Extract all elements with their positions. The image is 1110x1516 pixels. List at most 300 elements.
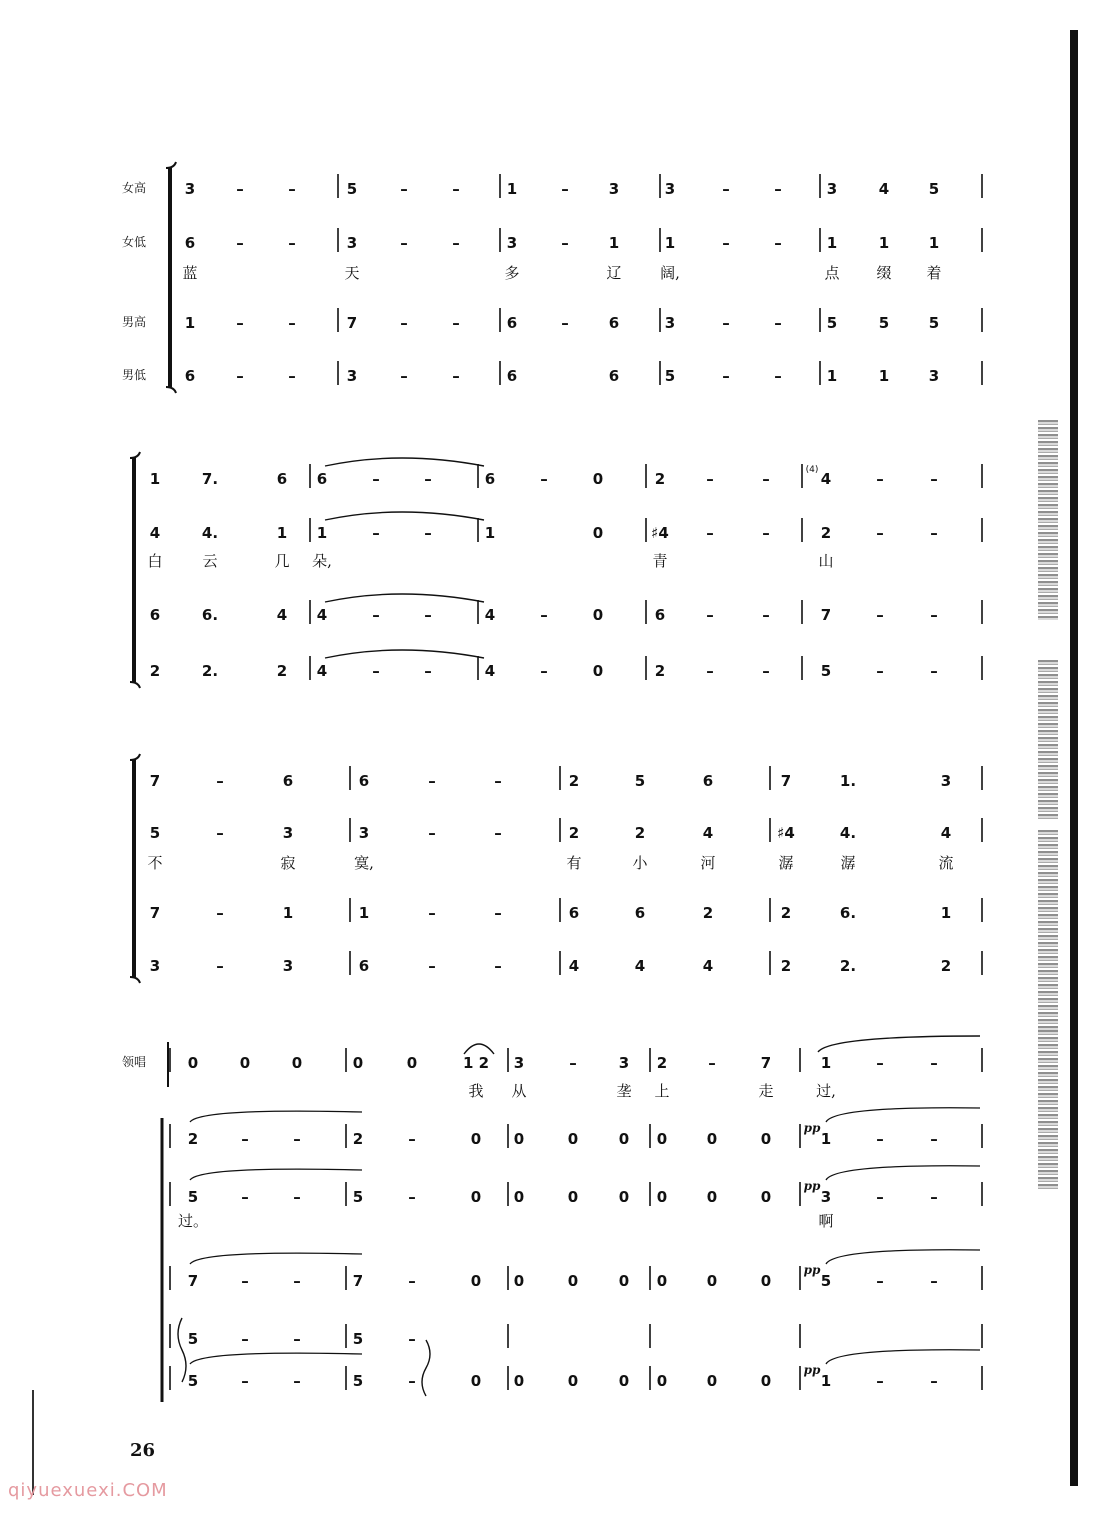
note-number: 3 [282,824,294,842]
note-number: 0 [470,1372,482,1390]
note-number: 5 [352,1330,364,1348]
note-number: 5 [352,1188,364,1206]
tie-arc [325,650,484,658]
note-number: 0 [706,1130,718,1148]
note-number: 4 [484,606,496,624]
note-number: 6 [149,606,161,624]
dash-symbol: – [424,662,432,680]
dash-symbol: – [424,470,432,488]
slur-arc [464,1044,494,1054]
dash-symbol: – [774,367,782,385]
note-number: 7 [187,1272,199,1290]
dash-symbol: – [428,772,436,790]
note-number: 1 [820,1372,832,1390]
lyric-char: 天 [344,264,360,282]
lyric-char: 阔, [660,264,680,282]
dash-symbol: – [706,662,714,680]
lyric-char: 潺 [840,854,856,872]
lyric-char: 我 [468,1082,484,1100]
note-number: 1 [276,524,288,542]
dash-symbol: – [762,470,770,488]
dash-symbol: – [876,470,884,488]
dash-symbol: – [561,314,569,332]
dash-symbol: – [216,772,224,790]
note-number: 6 [184,234,196,252]
dash-symbol: – [288,180,296,198]
lyric-char: 着 [926,264,942,282]
lyric-char: 有 [566,854,582,872]
edge-scan-noise [1038,830,1058,1030]
note-number: 5 [187,1372,199,1390]
dash-symbol: – [876,524,884,542]
lyric-char: 小 [632,854,648,872]
note-number: 0 [618,1188,630,1206]
lyric-char: 青 [652,552,668,570]
note-number: 4 [316,606,328,624]
note-number: 3 [928,367,940,385]
note-number: 0 [239,1054,251,1072]
note-number: 3 [149,957,161,975]
note-number: 0 [760,1130,772,1148]
note-number: 1 [826,234,838,252]
tie-arc [826,1250,980,1264]
note-number: 1 [316,524,328,542]
dash-symbol: – [216,957,224,975]
note-number: ♯4 [651,524,669,542]
note-number: 7 [820,606,832,624]
note-number: 5 [664,367,676,385]
note-number: 2 [634,824,646,842]
dash-symbol: – [876,1054,884,1072]
note-number: 0 [567,1272,579,1290]
note-number: 0 [656,1188,668,1206]
note-number: 5 [187,1188,199,1206]
note-number: 0 [656,1130,668,1148]
note-number: 6 [184,367,196,385]
dash-symbol: – [930,1054,938,1072]
note-number: 7. [201,470,219,488]
dash-symbol: – [408,1272,416,1290]
dash-symbol: – [722,367,730,385]
note-number: 2 [568,824,580,842]
dash-symbol: – [930,1272,938,1290]
note-number: 4 [702,957,714,975]
note-number: 1 [358,904,370,922]
dash-symbol: – [236,234,244,252]
lyric-char: 河 [700,854,716,872]
note-number: 4 [702,824,714,842]
note-number: 6 [568,904,580,922]
dash-symbol: – [241,1188,249,1206]
dash-symbol: – [400,314,408,332]
note-number: 0 [618,1372,630,1390]
lyric-char: 不 [147,854,163,872]
dash-symbol: – [876,1188,884,1206]
dash-symbol: – [293,1272,301,1290]
note-number: 5 [187,1330,199,1348]
tie-arc [325,458,484,466]
lyric-char: 过。 [177,1212,209,1230]
dash-symbol: – [930,1188,938,1206]
note-number: 4 [149,524,161,542]
tie-arc [325,594,484,602]
note-number: 0 [291,1054,303,1072]
dash-symbol: – [494,772,502,790]
dash-symbol: – [494,957,502,975]
dash-symbol: – [930,606,938,624]
note-number: 6 [634,904,646,922]
dash-symbol: – [540,470,548,488]
lyric-char: 山 [818,552,834,570]
dash-symbol: – [774,314,782,332]
lyric-char: 几 [274,552,290,570]
note-number: 2 [149,662,161,680]
part-label: 男低 [121,368,146,382]
note-number: 0 [706,1372,718,1390]
note-number: 1 [820,1054,832,1072]
dash-symbol: – [372,470,380,488]
note-number: 0 [618,1272,630,1290]
note-number: 0 [592,524,604,542]
note-number: 4 [634,957,646,975]
note-number: 5 [346,180,358,198]
note-number: 0 [567,1188,579,1206]
dash-symbol: – [372,606,380,624]
tie-arc [190,1253,362,1264]
note-number: 1 [940,904,952,922]
note-number: 7 [149,772,161,790]
note-number: 2 [276,662,288,680]
dynamic-mark: pp [803,1363,821,1377]
note-number: 0 [513,1272,525,1290]
note-number: 4 [940,824,952,842]
page-edge-bar [1070,30,1078,1486]
note-number: 6 [358,772,370,790]
note-number: 0 [567,1372,579,1390]
note-number: 0 [760,1272,772,1290]
dash-symbol: – [762,662,770,680]
voice-brace [422,1340,430,1396]
dash-symbol: – [372,524,380,542]
voice-brace [178,1318,186,1382]
dash-symbol: – [494,824,502,842]
lyric-char: 流 [938,854,954,872]
note-number: 6 [316,470,328,488]
dash-symbol: – [452,367,460,385]
dash-symbol: – [706,470,714,488]
note-number: 4. [201,524,219,542]
dash-symbol: – [708,1054,716,1072]
note-number: 6 [276,470,288,488]
note-number: 2 [780,957,792,975]
note-number: 0 [592,606,604,624]
note-number: 0 [470,1130,482,1148]
note-number: 2 [568,772,580,790]
dash-symbol: – [288,314,296,332]
lyric-char: 垄 [616,1082,632,1100]
note-number: 2 [940,957,952,975]
note-number: 2 [187,1130,199,1148]
note-number: 2 [656,1054,668,1072]
page-number: 26 [130,1440,156,1461]
note-number: 0 [352,1054,364,1072]
key-annotation: (4) [805,465,819,475]
dash-symbol: – [372,662,380,680]
note-number: 0 [567,1130,579,1148]
lyric-char: 蓝 [182,264,198,282]
note-number: 5 [878,314,890,332]
note-number: 5 [826,314,838,332]
note-number: 1 [878,367,890,385]
note-number: 4. [839,824,857,842]
note-number: 3 [618,1054,630,1072]
lyric-char: 白 [147,552,163,570]
dash-symbol: – [400,180,408,198]
part-label: 女低 [121,235,146,249]
dash-symbol: – [876,662,884,680]
tie-arc [826,1350,980,1364]
dash-symbol: – [540,662,548,680]
dash-symbol: – [774,234,782,252]
dash-symbol: – [428,824,436,842]
note-number: 7 [149,904,161,922]
note-number: 3 [513,1054,525,1072]
dash-symbol: – [236,180,244,198]
lyric-char: 寂 [280,854,296,872]
note-number: 0 [513,1372,525,1390]
note-number: 1 [484,524,496,542]
note-number: 4 [568,957,580,975]
edge-scan-noise [1038,1030,1058,1190]
note-number: 0 [513,1188,525,1206]
dash-symbol: – [288,367,296,385]
lyric-char: 朵, [312,552,332,570]
dash-symbol: – [930,662,938,680]
note-number: 2 [654,470,666,488]
note-number: 1 [184,314,196,332]
note-number: 1 [826,367,838,385]
edge-scan-noise [1038,660,1058,820]
note-number: 2 [780,904,792,922]
note-number: 0 [513,1130,525,1148]
dash-symbol: – [236,314,244,332]
lyric-char: 上 [654,1082,670,1100]
note-number: 2 [820,524,832,542]
note-number: 6 [282,772,294,790]
dash-symbol: – [293,1330,301,1348]
note-number: 1 [282,904,294,922]
note-number: 5 [149,824,161,842]
note-number: 6 [608,314,620,332]
dash-symbol: – [722,180,730,198]
edge-scan-noise [1038,420,1058,620]
tie-arc [826,1108,980,1122]
dash-symbol: – [876,1272,884,1290]
dash-symbol: – [722,234,730,252]
note-number: 3 [664,314,676,332]
dash-symbol: – [424,606,432,624]
note-number: 7 [346,314,358,332]
note-number: 2 [654,662,666,680]
note-number: 5 [928,314,940,332]
dash-symbol: – [408,1330,416,1348]
lyric-char: 云 [202,552,218,570]
lyric-char: 走 [758,1082,774,1100]
note-number: 2 [702,904,714,922]
note-number: 1 [149,470,161,488]
note-number: 3 [820,1188,832,1206]
dynamic-mark: pp [803,1179,821,1193]
lyric-char: 点 [824,264,840,282]
part-label: 女高 [121,181,146,195]
note-number: 5 [352,1372,364,1390]
note-number: 2 [352,1130,364,1148]
note-number: 0 [592,662,604,680]
dash-symbol: – [288,234,296,252]
note-number: 1 2 [462,1054,490,1072]
dash-symbol: – [930,470,938,488]
note-number: 6. [839,904,857,922]
note-number: 6 [654,606,666,624]
dynamic-mark: pp [803,1263,821,1277]
dash-symbol: – [216,904,224,922]
dash-symbol: – [408,1188,416,1206]
dash-symbol: – [930,1130,938,1148]
note-number: 1 [608,234,620,252]
note-number: 0 [406,1054,418,1072]
note-number: 5 [820,1272,832,1290]
note-number: 1. [839,772,857,790]
note-number: 5 [634,772,646,790]
lyric-char: 寞, [354,854,374,872]
note-number: 3 [184,180,196,198]
dash-symbol: – [241,1272,249,1290]
note-number: 3 [346,367,358,385]
dash-symbol: – [236,367,244,385]
note-number: 4 [820,470,832,488]
note-number: 3 [940,772,952,790]
dash-symbol: – [428,957,436,975]
dash-symbol: – [452,234,460,252]
dash-symbol: – [774,180,782,198]
note-number: 1 [878,234,890,252]
dash-symbol: – [706,606,714,624]
tie-arc [190,1111,362,1122]
note-number: 0 [706,1272,718,1290]
lyric-char: 啊 [818,1212,834,1230]
note-number: 1 [664,234,676,252]
note-number: 0 [618,1130,630,1148]
note-number: 7 [760,1054,772,1072]
note-number: 2. [839,957,857,975]
dash-symbol: – [494,904,502,922]
lyric-char: 从 [511,1082,527,1100]
note-number: 6 [358,957,370,975]
dash-symbol: – [876,1130,884,1148]
dash-symbol: – [216,824,224,842]
note-number: 0 [706,1188,718,1206]
dash-symbol: – [930,524,938,542]
note-number: 0 [470,1188,482,1206]
note-number: 3 [608,180,620,198]
note-number: 0 [187,1054,199,1072]
dash-symbol: – [706,524,714,542]
note-number: 0 [760,1372,772,1390]
note-number: 1 [506,180,518,198]
dash-symbol: – [293,1372,301,1390]
note-number: 3 [506,234,518,252]
note-number: 0 [592,470,604,488]
dash-symbol: – [762,524,770,542]
note-number: 6 [506,314,518,332]
dash-symbol: – [561,234,569,252]
dash-symbol: – [241,1330,249,1348]
note-number: 4 [484,662,496,680]
dash-symbol: – [408,1372,416,1390]
dash-symbol: – [293,1130,301,1148]
dash-symbol: – [293,1188,301,1206]
dash-symbol: – [241,1130,249,1148]
dash-symbol: – [400,234,408,252]
tie-arc [325,512,484,520]
note-number: 4 [276,606,288,624]
note-number: 3 [826,180,838,198]
dash-symbol: – [540,606,548,624]
note-number: 6 [608,367,620,385]
dash-symbol: – [930,1372,938,1390]
note-number: 3 [282,957,294,975]
note-number: 5 [928,180,940,198]
note-number: 6 [702,772,714,790]
lyric-char: 多 [504,264,520,282]
note-number: 7 [352,1272,364,1290]
dash-symbol: – [452,314,460,332]
dash-symbol: – [241,1372,249,1390]
note-number: 7 [780,772,792,790]
tie-arc [190,1353,362,1364]
lyric-char: 过, [816,1082,836,1100]
note-number: 5 [820,662,832,680]
lyric-char: 潺 [778,854,794,872]
note-number: 6. [201,606,219,624]
note-number: 1 [928,234,940,252]
part-label: 领唱 [121,1055,146,1069]
note-number: 0 [470,1272,482,1290]
dash-symbol: – [561,180,569,198]
tie-arc [826,1166,980,1180]
note-number: ♯4 [777,824,795,842]
note-number: 0 [656,1272,668,1290]
dash-symbol: – [569,1054,577,1072]
dash-symbol: – [408,1130,416,1148]
lyric-char: 辽 [606,264,622,282]
note-number: 1 [820,1130,832,1148]
lyric-char: 缀 [876,264,892,282]
dynamic-mark: pp [803,1121,821,1135]
note-number: 4 [878,180,890,198]
note-number: 4 [316,662,328,680]
dash-symbol: – [400,367,408,385]
dash-symbol: – [876,1372,884,1390]
note-number: 0 [656,1372,668,1390]
note-number: 0 [760,1188,772,1206]
dash-symbol: – [428,904,436,922]
dash-symbol: – [722,314,730,332]
dash-symbol: – [452,180,460,198]
note-number: 3 [346,234,358,252]
watermark: qiyuexuexi.COM [8,1480,168,1501]
note-number: 3 [664,180,676,198]
